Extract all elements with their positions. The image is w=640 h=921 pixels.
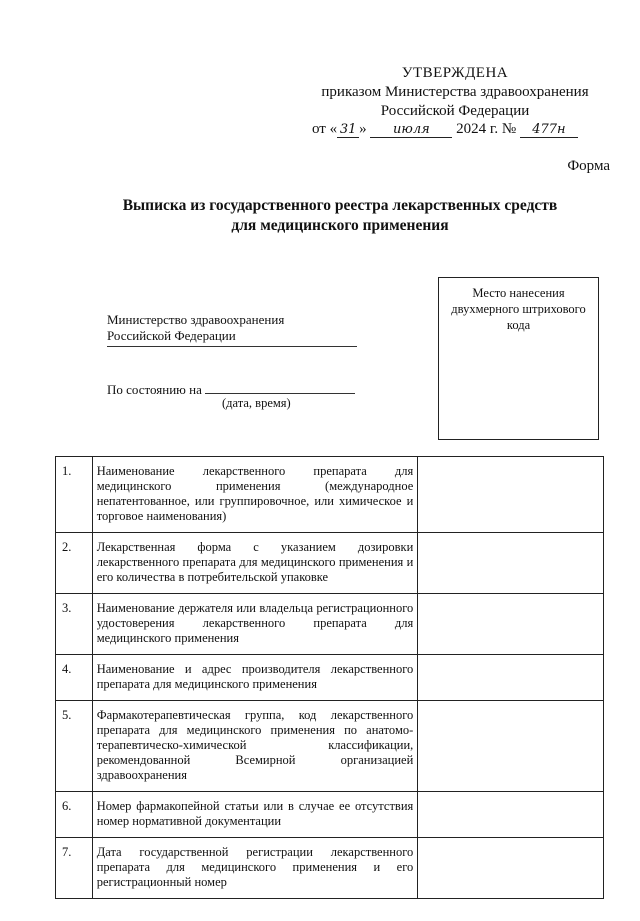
approval-country: Российской Федерации xyxy=(380,103,530,119)
table-row xyxy=(56,701,604,792)
row-field-value[interactable] xyxy=(418,594,604,655)
approval-authority: приказом Министерства здравоохранения xyxy=(321,84,589,100)
as-of-blank[interactable] xyxy=(205,380,355,394)
row-number: 6. xyxy=(56,792,93,838)
table-row xyxy=(56,533,604,594)
barcode-box-line1: Место нанесения xyxy=(472,286,565,300)
row-field-name: Дата государственной регистрации лекарственного препарата для медицинского применения и его регистрационный номер xyxy=(92,838,418,899)
as-of-hint: (дата, время) xyxy=(222,396,291,410)
ministry-line2: Российской Федерации xyxy=(107,328,236,343)
document-title-line1: Выписка из государственного реестра лекарственных средств xyxy=(122,197,558,214)
table-row xyxy=(56,655,604,701)
barcode-placeholder-box xyxy=(438,277,599,440)
row-field-value[interactable] xyxy=(418,701,604,792)
issuing-ministry xyxy=(107,312,357,347)
table-row xyxy=(56,457,604,533)
barcode-box-line3: кода xyxy=(506,318,531,332)
row-number: 2. xyxy=(56,533,93,594)
document-title-line2: для медицинского применения xyxy=(231,217,449,234)
row-field-value[interactable] xyxy=(418,792,604,838)
row-field-name: Лекарственная форма с указанием дозировки лекарственного препарата для медицинского применения и его количества в потребительской упаковке xyxy=(92,533,418,594)
table-row xyxy=(56,594,604,655)
approval-stamp xyxy=(300,64,610,121)
order-number: 477н xyxy=(520,122,578,138)
row-field-value[interactable] xyxy=(418,838,604,899)
row-field-name: Наименование лекарственного препарата для медицинского применения (международное непатентованное, или группировочное, или химическое и торговое наименования) xyxy=(92,457,418,533)
row-number: 7. xyxy=(56,838,93,899)
order-day-close: » xyxy=(359,121,367,137)
row-field-value[interactable] xyxy=(418,533,604,594)
document-title xyxy=(80,196,600,236)
row-field-name: Наименование держателя или владельца регистрационного удостоверения лекарственного препарата для медицинского применения xyxy=(92,594,418,655)
order-year: 2024 г. № xyxy=(456,121,517,137)
row-field-value[interactable] xyxy=(418,457,604,533)
table-row xyxy=(56,792,604,838)
registry-table xyxy=(55,456,604,899)
row-field-name: Номер фармакопейной статьи или в случае ее отсутствия номер нормативной документации xyxy=(92,792,418,838)
row-number: 4. xyxy=(56,655,93,701)
row-number: 5. xyxy=(56,701,93,792)
row-number: 1. xyxy=(56,457,93,533)
as-of-label: По состоянию на xyxy=(107,382,202,397)
row-field-name: Наименование и адрес производителя лекарственного препарата для медицинского применения xyxy=(92,655,418,701)
order-reference xyxy=(312,120,612,139)
order-month: июля xyxy=(370,122,452,138)
row-number: 3. xyxy=(56,594,93,655)
form-label: Форма xyxy=(567,158,610,174)
row-field-name: Фармакотерапевтическая группа, код лекарственного препарата для медицинского применения по анатомо-терапевтическо-химической классификации, рекомендованной Всемирной организацией здравоохранения xyxy=(92,701,418,792)
row-field-value[interactable] xyxy=(418,655,604,701)
barcode-box-line2: двухмерного штрихового xyxy=(451,302,586,316)
order-day: 31 xyxy=(337,122,359,138)
ministry-line1: Министерство здравоохранения xyxy=(107,312,285,327)
table-row xyxy=(56,838,604,899)
approval-title: УТВЕРЖДЕНА xyxy=(401,65,509,81)
order-prefix: от « xyxy=(312,121,338,137)
